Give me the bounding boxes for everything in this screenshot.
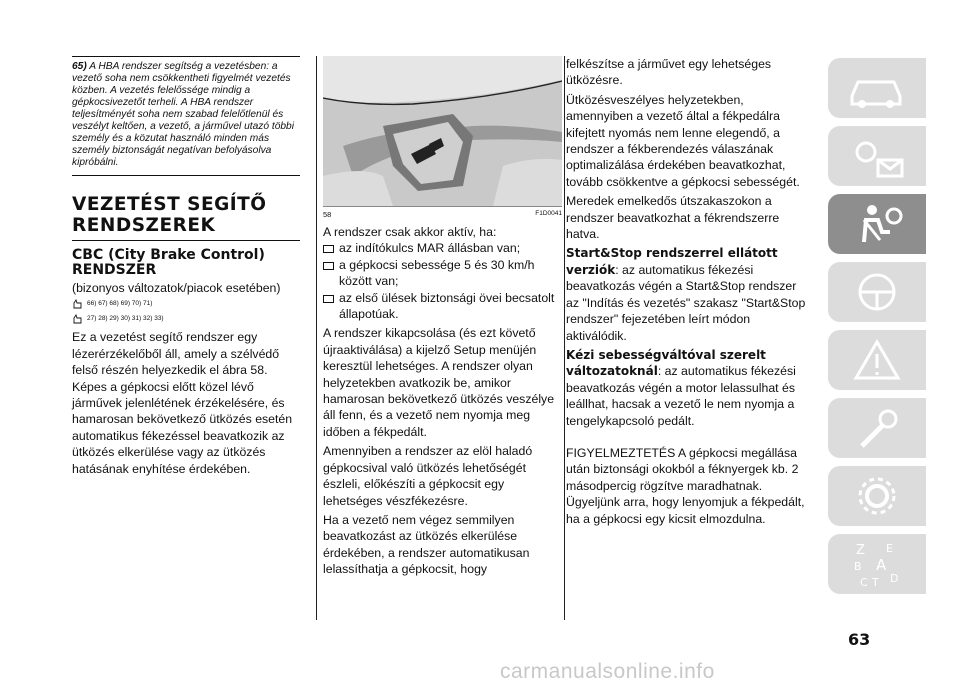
col2-paragraph: Ha a vezető nem végez semmilyen beavatkozást az ütközés elkerülése érdekében, a rendszer automatikusan lelassíthatja a gépkocsit, hogy bbox=[323, 512, 530, 577]
watermark: carmanualsonline.info bbox=[500, 660, 715, 683]
seatbelt-airbag-icon bbox=[842, 198, 912, 250]
manual-heading: Kézi sebességváltóval szerelt változatoknál bbox=[566, 347, 766, 379]
index-letter: A bbox=[876, 556, 887, 574]
startstop-text: : az automatikus fékezési beavatkozás végén a Start&Stop rendszer az "Indítás és vezetés" szakasz "Start&Stop rendszer" fejezetében leírt módon aktiválódik. bbox=[566, 262, 806, 343]
tab-starting-driving[interactable] bbox=[828, 262, 926, 322]
tab-warning-lights[interactable] bbox=[828, 126, 926, 186]
bullet-text: az indítókulcs MAR állásban van; bbox=[339, 241, 521, 256]
warning-lights-icon bbox=[842, 130, 912, 182]
laser-sensor-illustration bbox=[323, 56, 562, 206]
index-letter: C bbox=[860, 576, 868, 589]
section-title: VEZETÉST SEGÍTŐ RENDSZEREK bbox=[72, 194, 300, 241]
chapter-tabs bbox=[828, 58, 926, 602]
warning-refs-2-text: 27) 28) 29) 30) 31) 32) 33) bbox=[87, 315, 164, 323]
warning-refs-1 bbox=[72, 296, 300, 311]
tab-safety[interactable] bbox=[828, 194, 926, 254]
settings-gear-icon bbox=[842, 470, 912, 522]
col2-paragraph: A rendszer kikapcsolása (és ezt követő újraaktiválása) a kijelző Setup menüjén keresztül lehetséges. A rendszer olyan helyzetekben avatkozik be, amikor hamarosan bekövetkező ütközés veszélye áll fenn, és a vezető nem nyomja meg időben a fékpedált. bbox=[323, 326, 555, 439]
bullet-box-icon bbox=[323, 295, 334, 303]
tab-dashboard[interactable] bbox=[828, 58, 926, 118]
warning-hand-icon bbox=[72, 299, 83, 309]
note-number: 65) bbox=[72, 61, 87, 72]
triangle-warning-icon bbox=[842, 334, 912, 386]
bullet-box-icon bbox=[323, 245, 334, 253]
col3-paragraph: Meredek emelkedős útszakaszokon a rendszer beavatkozhat a fékrendszerre hatva. bbox=[566, 194, 780, 242]
col3-manual bbox=[566, 347, 812, 429]
note-text: A HBA rendszer segítség a vezetésben: a vezető soha nem csökkentheti figyelmét vezetés közben. A vezetés felelőssége mindig a gépkocsivezetőt terheli. A HBA rendszer teljesítményét soha nem szabad felelőtlenül és veszélyt keltően, a vezető, a járművel utazó többi személy és a közutat használó minden más személy biztonságát negatívan befolyásolva kipróbálni. bbox=[72, 61, 294, 168]
figure-caption bbox=[323, 210, 562, 219]
steering-wheel-icon bbox=[842, 266, 912, 318]
column-2 bbox=[323, 56, 562, 578]
wrench-service-icon bbox=[842, 402, 912, 454]
safety-note bbox=[72, 56, 300, 176]
warning-refs-1-text: 66) 67) 68) 69) 70) 71) bbox=[87, 300, 153, 308]
figure-id: F1D0041 bbox=[535, 210, 562, 217]
bullet-box-icon bbox=[323, 262, 334, 270]
tab-maintenance[interactable] bbox=[828, 398, 926, 458]
info-hand-icon bbox=[72, 314, 83, 324]
car-dashboard-icon bbox=[842, 62, 912, 114]
col1-paragraph: Ez a vezetést segítő rendszer egy lézerérzékelőből áll, amely a szélvédő felső részén helyezkedik el ábra 58. Képes a gépkocsi előtt közel lévő járművek jelenlétének érzékelésére, és hamarosan bekövetkező ütközés esetén automatikus fékezéssel beavatkozik az ütközés elkerülése vagy az ütközés hatásának enyhítése érdekében. bbox=[72, 330, 293, 476]
index-letter: E bbox=[886, 542, 893, 555]
col2-paragraph: Amennyiben a rendszer az elöl haladó gépkocsival való ütközés lehetőségét észleli, előkészíti a gépkocsit egy lehetséges vészfékezésre. bbox=[323, 444, 533, 508]
col2-intro: A rendszer csak akkor aktív, ha: bbox=[323, 225, 497, 239]
figure-58 bbox=[323, 56, 562, 207]
column-3 bbox=[566, 56, 812, 527]
manual-text: : az automatikus fékezési beavatkozás végén a motor lelassulhat és leállhat, hacsak a vezető le nem nyomja a tengelykapcsoló pedált. bbox=[566, 364, 796, 428]
bullet-text: a gépkocsi sebessége 5 és 30 km/h között van; bbox=[339, 257, 535, 289]
index-letter: T bbox=[872, 576, 879, 589]
col3-warning: FIGYELMEZTETÉS A gépkocsi megállása után biztonsági okokból a féknyergek kb. 2 másodpercig rögzítve maradhatnak. Ügyeljünk arra, hogy lenyomjuk a fékpedált, ha a gépkocsi egy kicsit elmozdulna. bbox=[566, 445, 805, 526]
abc-index-icon bbox=[842, 538, 912, 590]
bullet-item bbox=[323, 240, 562, 256]
page-number: 63 bbox=[848, 630, 871, 649]
startstop-heading: Start&Stop rendszerrel ellátott verziók bbox=[566, 246, 778, 277]
tab-technical-data[interactable] bbox=[828, 466, 926, 526]
col3-paragraph: Ütközésveszélyes helyzetekben, amennyiben a vezető által a fékpedálra kifejtett nyomás nem lenne elegendő, a rendszer a fékberendezés válaszának optimalizálása érdekében beavatkozhat, tovább csökkentve a gépkocsi sebességét. bbox=[566, 92, 800, 189]
column-divider bbox=[316, 56, 317, 620]
col3-startstop bbox=[566, 245, 812, 343]
index-letter: Z bbox=[856, 543, 865, 558]
column-divider bbox=[564, 56, 565, 620]
bullet-item bbox=[323, 257, 562, 290]
figure-number: 58 bbox=[323, 210, 332, 219]
sub-title: CBC (City Brake Control) RENDSZER bbox=[72, 247, 265, 278]
warning-refs-2 bbox=[72, 311, 300, 326]
bullet-text: az első ülések biztonsági övei becsatolt állapotúak. bbox=[339, 290, 555, 322]
column-1 bbox=[72, 56, 300, 477]
tab-index[interactable] bbox=[828, 534, 926, 594]
bullet-item bbox=[323, 290, 562, 323]
col3-paragraph: felkészítse a járművet egy lehetséges ütközésre. bbox=[566, 57, 772, 88]
index-letter: B bbox=[854, 560, 862, 573]
subtitle-note: (bizonyos változatok/piacok esetében) bbox=[72, 281, 281, 295]
tab-emergency[interactable] bbox=[828, 330, 926, 390]
index-letter: D bbox=[890, 572, 899, 585]
